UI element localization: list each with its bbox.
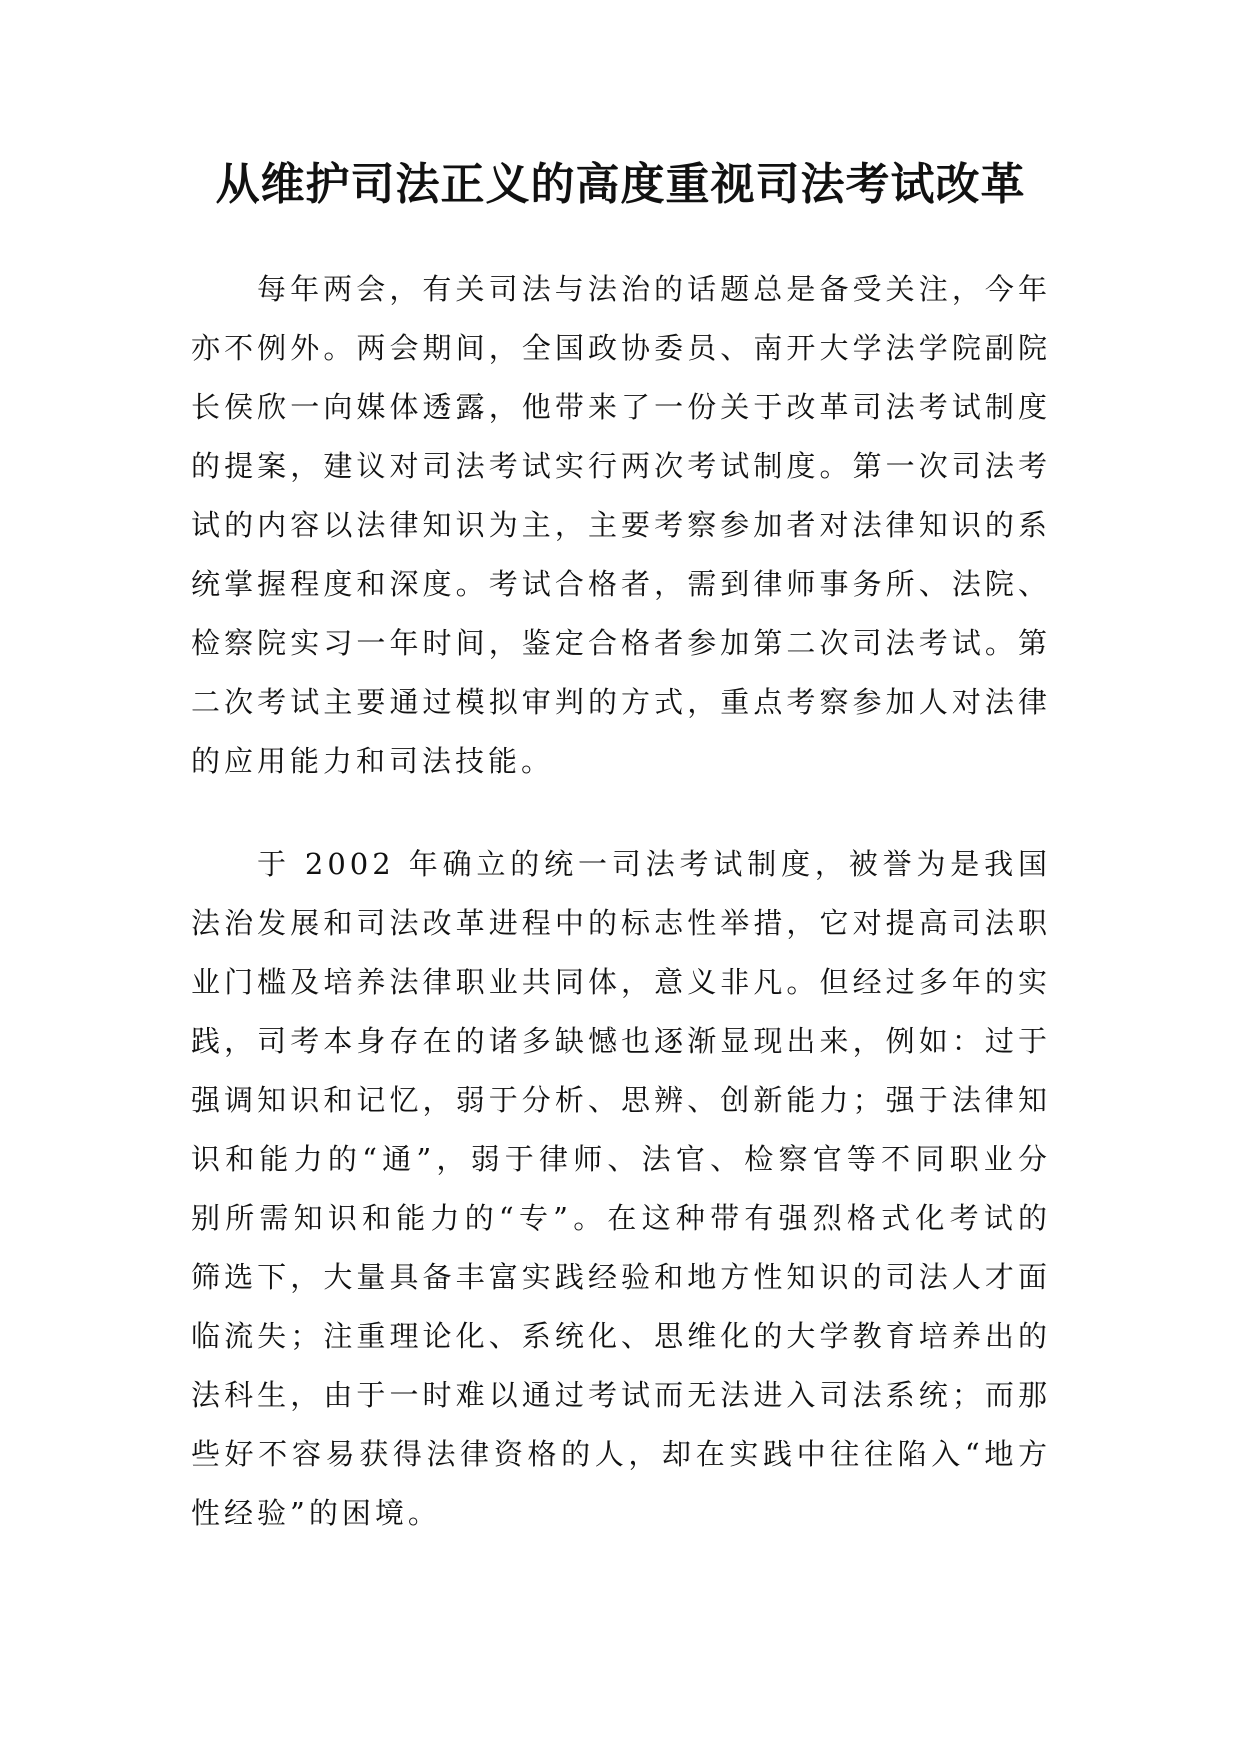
document-title: 从维护司法正义的高度重视司法考试改革	[215, 159, 1026, 210]
paragraph-2: 于 2002 年确立的统一司法考试制度，被誉为是我国法治发展和司法改革进程中的标志性举措，它对提高司法职业门槛及培养法律职业共同体，意义非凡。但经过多年的实践，司考本身存在的诸多缺憾也逐渐显现出来，例如：过于强调知识和记忆，弱于分析、思辨、创新能力；强于法律知识和能力的“通”，弱于律师、法官、检察官等不同职业分别所需知识和能力的“专”。在这种带有强烈格式化考试的筛选下，大量具备丰富实践经验和地方性知识的司法人才面临流失；注重理论化、系统化、思维化的大学教育培养出的法科生，由于一时难以通过考试而无法进入司法系统；而那些好不容易获得法律资格的人，却在实践中往往陷入“地方性经验”的困境。	[191, 847, 1051, 1530]
paragraph-1: 每年两会，有关司法与法治的话题总是备受关注，今年亦不例外。两会期间，全国政协委员、南开大学法学院副院长侯欣一向媒体透露，他带来了一份关于改革司法考试制度的提案，建议对司法考试实行两次考试制度。第一次司法考试的内容以法律知识为主，主要考察参加者对法律知识的系统掌握程度和深度。考试合格者，需到律师事务所、法院、检察院实习一年时间，鉴定合格者参加第二次司法考试。第二次考试主要通过模拟审判的方式，重点考察参加人对法律的应用能力和司法技能。	[191, 272, 1051, 778]
